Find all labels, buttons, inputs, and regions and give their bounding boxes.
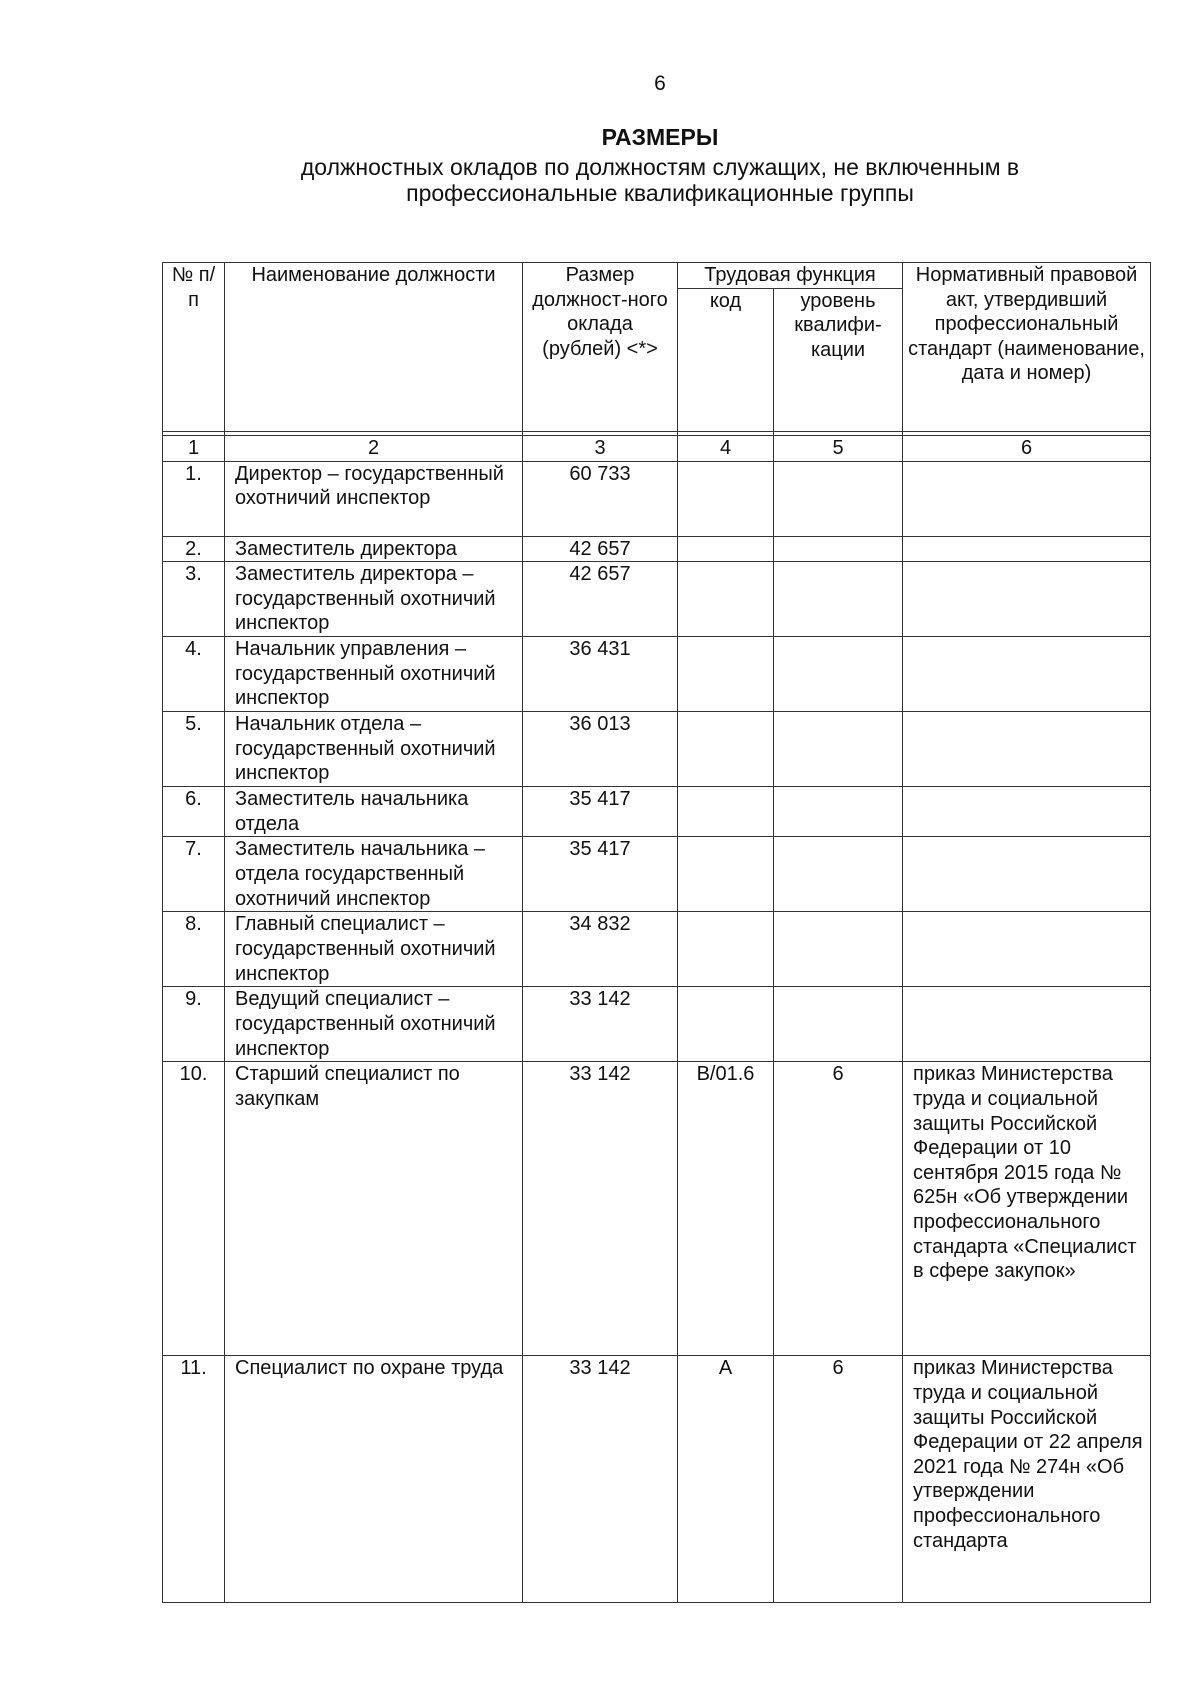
salary-amount: 33 142 xyxy=(523,1356,678,1603)
regulatory-act xyxy=(903,562,1151,637)
row-number: 8. xyxy=(163,912,225,987)
salary-amount: 33 142 xyxy=(523,1062,678,1356)
function-code xyxy=(678,562,774,637)
position-name: Ведущий специалист – государственный охотничий инспектор xyxy=(225,987,523,1062)
qualification-level xyxy=(774,536,903,562)
header-act: Нормативный правовой акт, утвердивший профессиональный стандарт (наименование, дата и номер) xyxy=(903,263,1151,432)
header-code: код xyxy=(678,288,774,431)
header-labor-function xyxy=(678,263,903,289)
row-number: 6. xyxy=(163,787,225,837)
salary-table xyxy=(162,262,1151,1603)
table-row xyxy=(163,461,1151,536)
salary-amount: 60 733 xyxy=(523,461,678,536)
row-number: 11. xyxy=(163,1356,225,1603)
salary-amount: 42 657 xyxy=(523,536,678,562)
regulatory-act xyxy=(903,637,1151,712)
table-row xyxy=(163,837,1151,912)
salary-amount: 36 431 xyxy=(523,637,678,712)
qualification-level xyxy=(774,562,903,637)
regulatory-act: приказ Министерства труда и социальной защиты Российской Федерации от 10 сентября 2015 года № 625н «Об утверждении профессионального стандарта «Специалист в сфере закупок» xyxy=(903,1062,1151,1356)
position-name: Старший специалист по закупкам xyxy=(225,1062,523,1356)
salary-amount: 36 013 xyxy=(523,712,678,787)
column-numbers-row xyxy=(163,436,1151,462)
function-code xyxy=(678,637,774,712)
salary-amount: 34 832 xyxy=(523,912,678,987)
qualification-level xyxy=(774,461,903,536)
row-number: 1. xyxy=(163,461,225,536)
salary-amount: 42 657 xyxy=(523,562,678,637)
position-name: Начальник отдела – государственный охотничий инспектор xyxy=(225,712,523,787)
function-code xyxy=(678,987,774,1062)
qualification-level: 6 xyxy=(774,1062,903,1356)
position-name: Заместитель начальника отдела xyxy=(225,787,523,837)
column-number: 3 xyxy=(523,436,678,462)
position-name: Заместитель начальника – отдела государственный охотничий инспектор xyxy=(225,837,523,912)
salary-amount: 35 417 xyxy=(523,787,678,837)
function-code xyxy=(678,536,774,562)
table-row xyxy=(163,712,1151,787)
table-row xyxy=(163,536,1151,562)
position-name: Начальник управления – государственный охотничий инспектор xyxy=(225,637,523,712)
row-number: 7. xyxy=(163,837,225,912)
qualification-level xyxy=(774,837,903,912)
header-level: уровень квалифи-кации xyxy=(774,288,903,431)
function-code xyxy=(678,787,774,837)
position-name: Специалист по охране труда xyxy=(225,1356,523,1603)
regulatory-act xyxy=(903,712,1151,787)
table-row xyxy=(163,1062,1151,1356)
qualification-level xyxy=(774,987,903,1062)
row-number: 4. xyxy=(163,637,225,712)
row-number: 9. xyxy=(163,987,225,1062)
table-row xyxy=(163,912,1151,987)
salary-amount: 35 417 xyxy=(523,837,678,912)
column-number: 4 xyxy=(678,436,774,462)
table-row xyxy=(163,1356,1151,1603)
column-number: 1 xyxy=(163,436,225,462)
function-code: A xyxy=(678,1356,774,1603)
regulatory-act xyxy=(903,987,1151,1062)
salary-amount: 33 142 xyxy=(523,987,678,1062)
row-number: 10. xyxy=(163,1062,225,1356)
row-number: 3. xyxy=(163,562,225,637)
document-title: РАЗМЕРЫ xyxy=(601,124,719,150)
row-number: 2. xyxy=(163,536,225,562)
regulatory-act: приказ Министерства труда и социальной защиты Российской Федерации от 22 апреля 2021 года № 274н «Об утверждении профессионального стандарта xyxy=(903,1356,1151,1603)
qualification-level xyxy=(774,712,903,787)
column-number: 5 xyxy=(774,436,903,462)
table-row xyxy=(163,987,1151,1062)
table-row xyxy=(163,562,1151,637)
column-number: 2 xyxy=(225,436,523,462)
column-number: 6 xyxy=(903,436,1151,462)
header-labor-function-label: Трудовая функция xyxy=(704,264,876,286)
function-code xyxy=(678,461,774,536)
function-code xyxy=(678,712,774,787)
function-code: B/01.6 xyxy=(678,1062,774,1356)
row-number: 5. xyxy=(163,712,225,787)
qualification-level xyxy=(774,637,903,712)
regulatory-act xyxy=(903,787,1151,837)
function-code xyxy=(678,837,774,912)
position-name: Главный специалист – государственный охотничий инспектор xyxy=(225,912,523,987)
regulatory-act xyxy=(903,837,1151,912)
qualification-level xyxy=(774,787,903,837)
regulatory-act xyxy=(903,912,1151,987)
regulatory-act xyxy=(903,461,1151,536)
qualification-level: 6 xyxy=(774,1356,903,1603)
page-number: 6 xyxy=(654,72,666,95)
position-name: Заместитель директора – государственный охотничий инспектор xyxy=(225,562,523,637)
header-name: Наименование должности xyxy=(225,263,523,432)
function-code xyxy=(678,912,774,987)
document-subtitle: должностных окладов по должностям служащих, не включенным в профессиональные квалификационные группы xyxy=(300,154,1020,206)
position-name: Заместитель директора xyxy=(225,536,523,562)
qualification-level xyxy=(774,912,903,987)
header-row xyxy=(163,263,1151,289)
table-row xyxy=(163,787,1151,837)
table-row xyxy=(163,637,1151,712)
regulatory-act xyxy=(903,536,1151,562)
position-name: Директор – государственный охотничий инспектор xyxy=(225,461,523,536)
header-num: № п/п xyxy=(163,263,225,432)
header-salary: Размер должност-ного оклада (рублей) <*> xyxy=(523,263,678,432)
